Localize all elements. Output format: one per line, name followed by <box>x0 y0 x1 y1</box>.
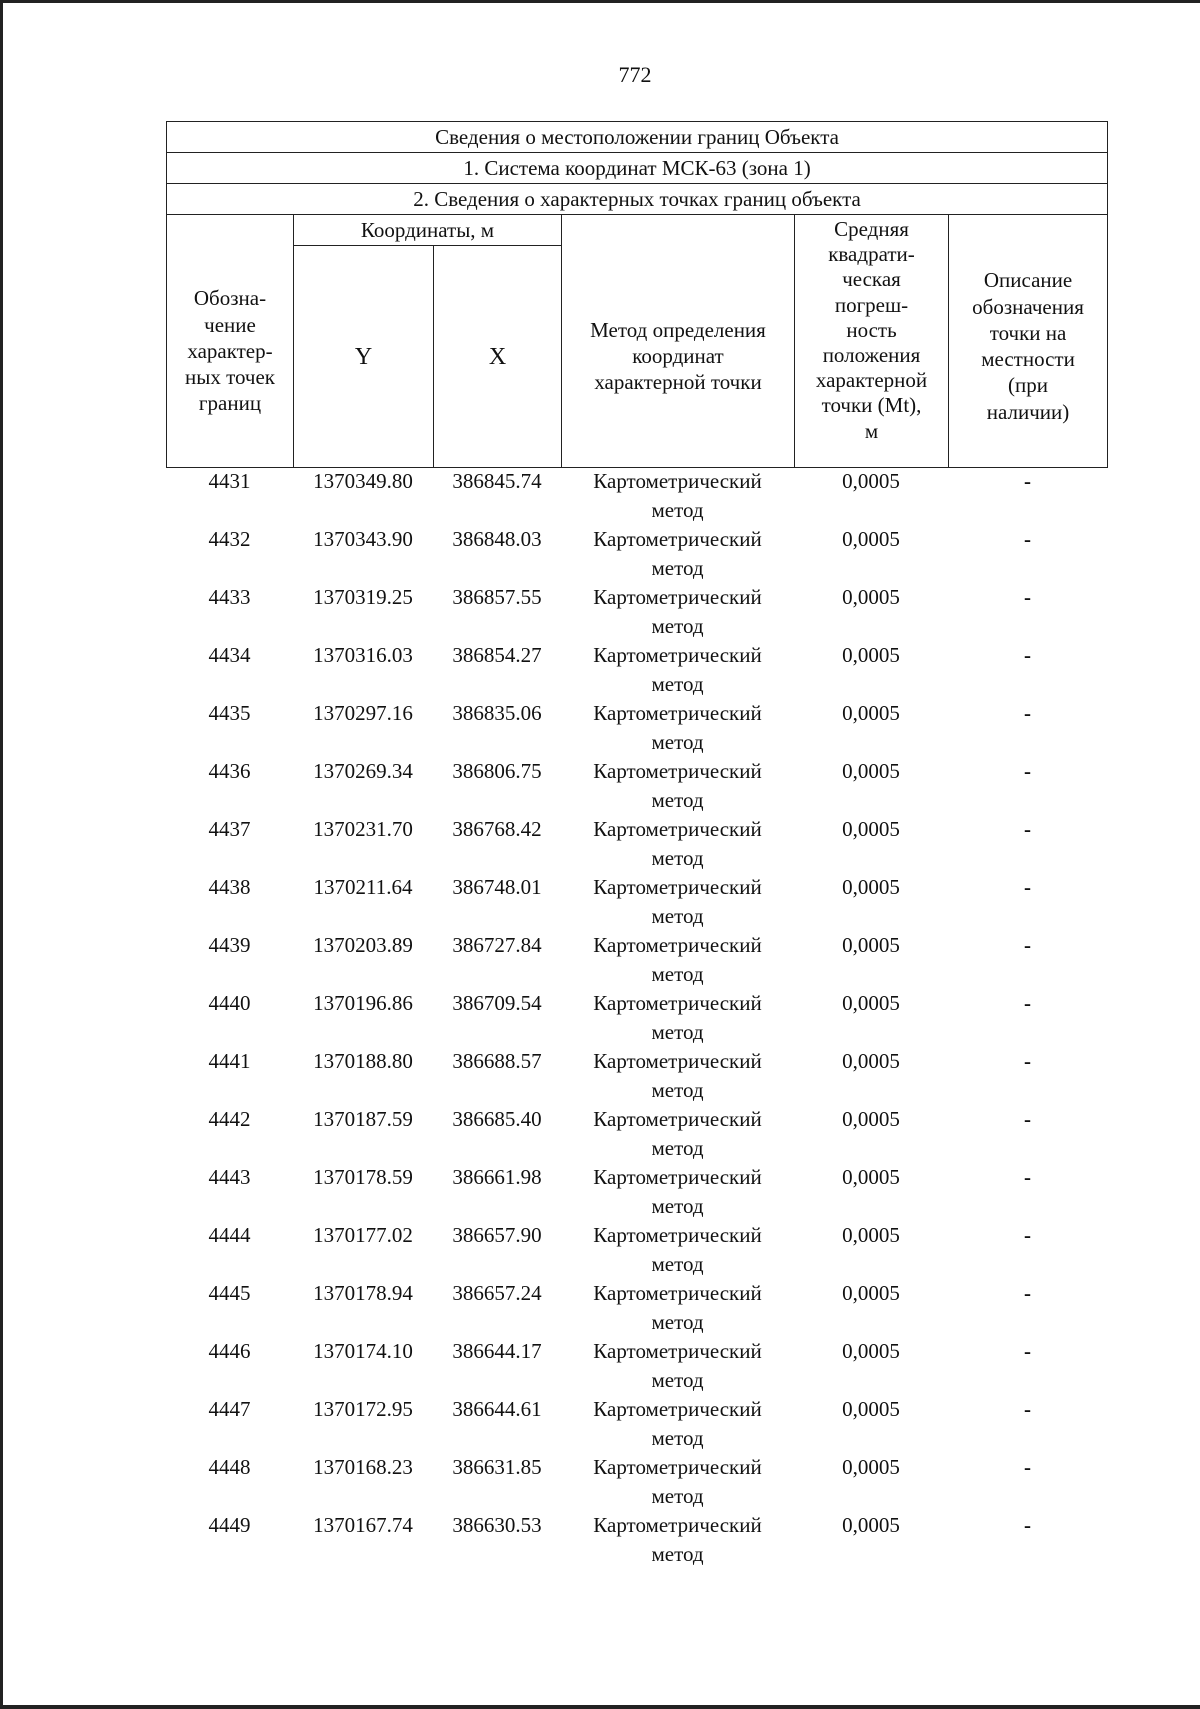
cell-point-id: 4433 <box>208 585 251 609</box>
cell-method: Картометрический метод <box>593 1281 762 1334</box>
page-number: 772 <box>618 62 652 87</box>
cell-description: - <box>1024 817 1031 841</box>
col-header-id: Обозна- чение характер- ных точек границ <box>167 215 294 468</box>
cell-coord-x: 386709.54 <box>452 991 542 1015</box>
cell-coord-y: 1370316.03 <box>313 643 413 667</box>
cell-description: - <box>1024 585 1031 609</box>
cell-coord-x: 386685.40 <box>452 1107 542 1131</box>
col-header-coords: Координаты, м <box>294 215 562 246</box>
table-row <box>166 583 1107 641</box>
cell-point-id: 4438 <box>208 875 251 899</box>
cell-error: 0,0005 <box>842 1397 900 1421</box>
table-row <box>166 1279 1107 1337</box>
cell-point-id: 4439 <box>208 933 251 957</box>
cell-point-id: 4440 <box>208 991 251 1015</box>
table-row <box>166 989 1107 1047</box>
cell-coord-y: 1370211.64 <box>313 875 413 899</box>
table-row <box>166 699 1107 757</box>
cell-point-id: 4441 <box>208 1049 251 1073</box>
col-header-x: X <box>434 246 562 468</box>
table-row <box>166 931 1107 989</box>
cell-error: 0,0005 <box>842 817 900 841</box>
table-row <box>166 1395 1107 1453</box>
cell-coord-y: 1370343.90 <box>313 527 413 551</box>
table-row <box>166 467 1107 525</box>
cell-description: - <box>1024 1281 1031 1305</box>
cell-description: - <box>1024 875 1031 899</box>
cell-coord-y: 1370319.25 <box>313 585 413 609</box>
cell-coord-y: 1370167.74 <box>313 1513 413 1537</box>
cell-coord-y: 1370172.95 <box>313 1397 413 1421</box>
cell-description: - <box>1024 991 1031 1015</box>
cell-coord-x: 386748.01 <box>452 875 542 899</box>
cell-coord-y: 1370178.59 <box>313 1165 413 1189</box>
cell-method: Картометрический метод <box>593 701 762 754</box>
cell-description: - <box>1024 1049 1031 1073</box>
cell-method: Картометрический метод <box>593 1397 762 1450</box>
cell-error: 0,0005 <box>842 585 900 609</box>
cell-coord-x: 386661.98 <box>452 1165 542 1189</box>
table-row <box>166 1163 1107 1221</box>
cell-error: 0,0005 <box>842 1165 900 1189</box>
cell-method: Картометрический метод <box>593 527 762 580</box>
cell-point-id: 4434 <box>208 643 251 667</box>
cell-coord-y: 1370231.70 <box>313 817 413 841</box>
cell-coord-x: 386657.24 <box>452 1281 542 1305</box>
cell-error: 0,0005 <box>842 759 900 783</box>
cell-description: - <box>1024 1339 1031 1363</box>
col-header-error: Средняя квадрати- ческая погреш- ность положения характерной точки (Mt), м <box>795 215 949 468</box>
cell-error: 0,0005 <box>842 701 900 725</box>
table-row <box>166 641 1107 699</box>
cell-error: 0,0005 <box>842 1513 900 1537</box>
cell-error: 0,0005 <box>842 1049 900 1073</box>
cell-error: 0,0005 <box>842 1339 900 1363</box>
cell-coord-x: 386848.03 <box>452 527 542 551</box>
cell-coord-y: 1370349.80 <box>313 469 413 493</box>
cell-description: - <box>1024 1513 1031 1537</box>
col-header-method: Метод определения координат характерной точки <box>562 215 795 468</box>
cell-point-id: 4448 <box>208 1455 251 1479</box>
table-row <box>166 1453 1107 1511</box>
cell-coord-x: 386806.75 <box>452 759 542 783</box>
cell-coord-x: 386727.84 <box>452 933 542 957</box>
page-border-top <box>0 0 1200 3</box>
cell-point-id: 4431 <box>208 469 251 493</box>
cell-method: Картометрический метод <box>593 1513 762 1566</box>
cell-point-id: 4442 <box>208 1107 251 1131</box>
cell-description: - <box>1024 1397 1031 1421</box>
cell-point-id: 4447 <box>208 1397 251 1421</box>
cell-error: 0,0005 <box>842 527 900 551</box>
cell-description: - <box>1024 469 1031 493</box>
cell-coord-y: 1370188.80 <box>313 1049 413 1073</box>
cell-point-id: 4443 <box>208 1165 251 1189</box>
cell-description: - <box>1024 759 1031 783</box>
cell-coord-y: 1370168.23 <box>313 1455 413 1479</box>
cell-point-id: 4445 <box>208 1281 251 1305</box>
cell-error: 0,0005 <box>842 469 900 493</box>
cell-description: - <box>1024 933 1031 957</box>
cell-error: 0,0005 <box>842 643 900 667</box>
cell-coord-x: 386644.17 <box>452 1339 542 1363</box>
cell-point-id: 4436 <box>208 759 251 783</box>
points-table <box>166 467 1107 1569</box>
cell-coord-y: 1370203.89 <box>313 933 413 957</box>
cell-point-id: 4444 <box>208 1223 251 1247</box>
cell-method: Картометрический метод <box>593 991 762 1044</box>
page-border-left <box>0 0 3 1709</box>
cell-method: Картометрический метод <box>593 1339 762 1392</box>
header-table <box>166 121 1108 468</box>
table-row <box>166 1221 1107 1279</box>
page-border-bottom <box>0 1705 1200 1709</box>
cell-coord-x: 386835.06 <box>452 701 542 725</box>
cell-point-id: 4432 <box>208 527 251 551</box>
cell-coord-y: 1370187.59 <box>313 1107 413 1131</box>
cell-coord-x: 386688.57 <box>452 1049 542 1073</box>
table-row <box>166 1511 1107 1569</box>
cell-method: Картометрический метод <box>593 1049 762 1102</box>
cell-coord-y: 1370174.10 <box>313 1339 413 1363</box>
table-row <box>166 757 1107 815</box>
cell-method: Картометрический метод <box>593 817 762 870</box>
cell-error: 0,0005 <box>842 991 900 1015</box>
cell-description: - <box>1024 1165 1031 1189</box>
cell-description: - <box>1024 1455 1031 1479</box>
cell-method: Картометрический метод <box>593 469 762 522</box>
cell-method: Картометрический метод <box>593 585 762 638</box>
cell-error: 0,0005 <box>842 1107 900 1131</box>
cell-description: - <box>1024 1107 1031 1131</box>
table-row <box>166 1337 1107 1395</box>
col-header-desc: Описание обозначения точки на местности (при наличии) <box>949 215 1108 468</box>
cell-coord-x: 386857.55 <box>452 585 542 609</box>
cell-coord-y: 1370196.86 <box>313 991 413 1015</box>
cell-point-id: 4437 <box>208 817 251 841</box>
cell-method: Картометрический метод <box>593 933 762 986</box>
cell-error: 0,0005 <box>842 933 900 957</box>
cell-coord-y: 1370297.16 <box>313 701 413 725</box>
cell-description: - <box>1024 643 1031 667</box>
cell-error: 0,0005 <box>842 1281 900 1305</box>
cell-point-id: 4435 <box>208 701 251 725</box>
table-row <box>166 815 1107 873</box>
cell-description: - <box>1024 701 1031 725</box>
cell-point-id: 4449 <box>208 1513 251 1537</box>
cell-description: - <box>1024 527 1031 551</box>
cell-coord-x: 386644.61 <box>452 1397 542 1421</box>
cell-method: Картометрический метод <box>593 1107 762 1160</box>
cell-point-id: 4446 <box>208 1339 251 1363</box>
cell-coord-y: 1370177.02 <box>313 1223 413 1247</box>
cell-method: Картометрический метод <box>593 759 762 812</box>
header-system: 1. Система координат МСК-63 (зона 1) <box>167 153 1108 184</box>
cell-method: Картометрический метод <box>593 1223 762 1276</box>
header-title: Сведения о местоположении границ Объекта <box>167 122 1108 153</box>
cell-coord-y: 1370269.34 <box>313 759 413 783</box>
col-header-y: Y <box>294 246 434 468</box>
cell-coord-y: 1370178.94 <box>313 1281 413 1305</box>
cell-method: Картометрический метод <box>593 1165 762 1218</box>
cell-coord-x: 386768.42 <box>452 817 542 841</box>
cell-coord-x: 386630.53 <box>452 1513 542 1537</box>
cell-method: Картометрический метод <box>593 643 762 696</box>
table-row <box>166 525 1107 583</box>
cell-coord-x: 386657.90 <box>452 1223 542 1247</box>
table-row <box>166 1047 1107 1105</box>
cell-description: - <box>1024 1223 1031 1247</box>
cell-coord-x: 386854.27 <box>452 643 542 667</box>
cell-error: 0,0005 <box>842 875 900 899</box>
cell-coord-x: 386845.74 <box>452 469 542 493</box>
cell-error: 0,0005 <box>842 1455 900 1479</box>
cell-error: 0,0005 <box>842 1223 900 1247</box>
table-row <box>166 873 1107 931</box>
cell-coord-x: 386631.85 <box>452 1455 542 1479</box>
cell-method: Картометрический метод <box>593 1455 762 1508</box>
header-section: 2. Сведения о характерных точках границ объекта <box>167 184 1108 215</box>
table-row <box>166 1105 1107 1163</box>
cell-method: Картометрический метод <box>593 875 762 928</box>
